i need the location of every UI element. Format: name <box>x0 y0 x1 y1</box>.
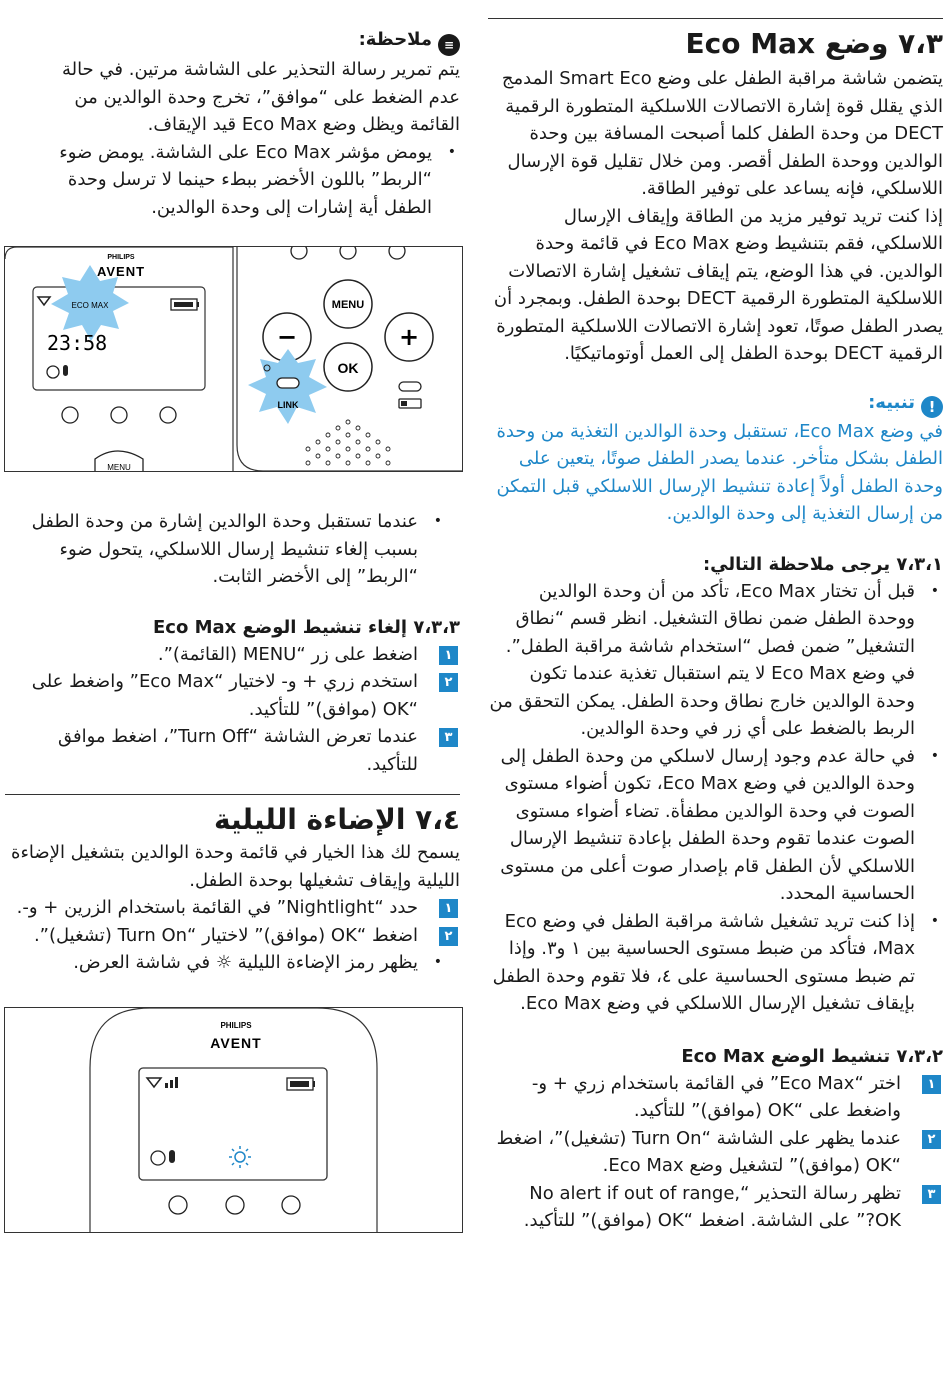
list-item: • يظهر رمز الإضاءة الليلية ☼ في شاشة العرض. <box>73 952 442 973</box>
warning-icon: ! <box>921 396 943 418</box>
brand-label: PHILIPS <box>220 1021 252 1030</box>
deactivate-steps <box>5 641 460 779</box>
step-item: ١ اختر “Eco Max” في القائمة باستخدام زري + و- واضغط على “OK (موافق)” للتأكيد. <box>488 1070 943 1125</box>
notes-list <box>488 578 943 1018</box>
eco-max-indicator: ECO MAX <box>71 301 109 310</box>
step-item: ٢ استخدم زري + و- لاختيار “Eco Max” واضغط على “OK (موافق)” للتأكيد. <box>5 668 460 723</box>
right-column <box>488 0 943 1235</box>
device-button <box>160 407 176 423</box>
svg-text:MENU: MENU <box>331 299 365 311</box>
menu-button-label: MENU <box>107 463 131 471</box>
indicator-light <box>399 382 421 391</box>
warning-heading: !تنبيه: <box>488 388 943 418</box>
activate-steps <box>488 1070 943 1235</box>
subsection-heading-notes: ٧،٣،١ يرجى ملاحظة التالي: <box>702 553 943 575</box>
link-label: LINK <box>277 400 299 410</box>
list-item: • قبل أن تختار Eco Max، تأكد من أن وحدة الوالدين ووحدة الطفل ضمن نطاق التشغيل. انظر قسم “نطاق التشغيل” ضمن فصل “استخدام شاشة مراقبة الطفل”. في وضع Eco Max لا يتم استقبال تغذية عندما تكون وحدة الوالدين خارج نطاق وحدة الطفل. يمكن التحقق من الربط بالضغط على أي زر في وحدة الوالدين. <box>489 580 939 739</box>
note-icon: ≡ <box>438 34 460 56</box>
eco-intro-2: إذا كنت تريد توفير مزيد من الطاقة وإيقاف الإرسال اللاسلكي، فقم بتنشيط وضع Eco Max في قائمة وحدة الوالدين. في هذا الوضع، يتم إيقاف تشغيل إشارة الاتصالات اللاسلكية المتطورة الرقمية DECT بوحدة الطفل. وبمجرد أن يصدر الطفل صوتًا، تعود إشارة الاتصالات اللاسلكية المتطورة الرقمية DECT بوحدة الطفل إلى العمل أوتوماتيكيًا. <box>493 205 943 364</box>
microphone-icon <box>63 365 68 376</box>
note-text: يتم تمرير رسالة التحذير على الشاشة مرتين. في حالة عدم الضغط على “موافق”، تخرج وحدة الوالدين من القائمة ويظل وضع Eco Max قيد الإيقاف. <box>61 59 460 135</box>
list-item: • عندما تستقبل وحدة الوالدين إشارة من وحدة الطفل بسبب إلغاء تنشيط إرسال اللاسلكي، يتحول ضوء “الربط” إلى الأخضر الثابت. <box>31 511 442 587</box>
logo-label: AVENT <box>210 1035 262 1051</box>
step-item: ٢ اضغط “OK (موافق)” لاختيار “Turn On (تشغيل)”. <box>5 922 460 950</box>
link-light <box>277 378 299 388</box>
list-item: • إذا كنت تريد تشغيل شاشة مراقبة الطفل في وضع Eco Max، فتأكد من ضبط مستوى الحساسية بين ١ و٣. وإذا تم ضبط مستوى الحساسية على ٤، فلا تقوم وحدة الطفل بإيقاف تشغيل الإرسال اللاسلكي في وضع Eco Max. <box>492 910 939 1014</box>
note-heading: ≡ملاحظة: <box>30 25 460 56</box>
time-display: 23:58 <box>47 331 108 355</box>
device-button <box>169 1196 187 1214</box>
figure-parent-unit-eco-max <box>4 246 463 472</box>
brand-label: PHILIPS <box>107 254 135 261</box>
microphone-icon <box>169 1150 175 1163</box>
device-button <box>111 407 127 423</box>
parent-unit-illustration <box>5 247 462 471</box>
device-button <box>62 407 78 423</box>
warning-text: في وضع Eco Max، تستقبل وحدة الوالدين التغذية من وحدة الطفل بشكل متأخر. عندما يصدر الطفل صوتًا، يتعين على وحدة الطفل أولاً إعادة تنشيط الإرسال اللاسلكي قبل التمكن من إرسال التغذية إلى وحدة الوالدين. <box>496 420 943 524</box>
left-column-top <box>30 25 460 221</box>
list-item: • في حالة عدم وجود إرسال لاسلكي من وحدة الطفل إلى وحدة الوالدين في وضع Eco Max، تكون أضواء مستوى الصوت في وحدة الوالدين مطفأة. تضاء أضواء مستوى الصوت عندما تقوم وحدة الطفل بإعادة تنشيط الإرسال اللاسلكي لأن الطفل قام بإصدار صوت أعلى من مستوى الحساسية المحدد. <box>500 745 939 904</box>
nightlight-illustration <box>5 1008 462 1232</box>
eco-intro: يتضمن شاشة مراقبة الطفل على وضع Smart Eco المدمج الذي يقلل قوة إشارة الاتصالات اللاسلكية المتطورة الرقمية DECT من وحدة الطفل كلما أصبحت المسافة بين وحدة الوالدين ووحدة الطفل أقصر. ومن خلال تقليل قوة الإرسال اللاسلكي، فإنه يساعد على توفير الطاقة. <box>501 68 943 199</box>
step-item: ٢ عندما يظهر على الشاشة “Turn On (تشغيل)”، اضغط “OK (موافق)” لتشغيل وضع Eco Max. <box>488 1125 943 1180</box>
svg-text:−: − <box>276 323 298 351</box>
subsection-heading-deactivate: ٧،٣،٣ إلغاء تنشيط الوضع Eco Max <box>153 616 460 638</box>
logo-label: AVENT <box>96 264 146 279</box>
step-item: ٣ تظهر رسالة التحذير “No alert if out of range, OK?” على الشاشة. اضغط “OK (موافق)” للتأكيد. <box>488 1180 943 1235</box>
nightlight-intro: يسمح لك هذا الخيار في قائمة وحدة الوالدين بتشغيل الإضاءة الليلية وإيقاف تشغيلها بوحدة الطفل. <box>11 842 460 891</box>
speaker-grille <box>306 420 390 465</box>
step-item: ٣ عندما تعرض الشاشة “Turn Off”، اضغط موافق للتأكيد. <box>5 723 460 778</box>
device-button <box>282 1196 300 1214</box>
step-item: ١ اضغط على زر “MENU (القائمة)”. <box>5 641 460 669</box>
figure-nightlight-display <box>4 1007 463 1233</box>
list-item: • يومض مؤشر Eco Max على الشاشة. يومض ضوء “الربط” باللون الأخضر ببطء حينما لا ترسل وحدة الطفل أية إشارات إلى وحدة الوالدين. <box>59 141 456 218</box>
left-column-bottom <box>5 508 460 977</box>
section-heading-nightlight: ٧،٤ الإضاءة الليلية <box>214 803 460 836</box>
nightlight-steps <box>5 894 460 949</box>
subsection-heading-activate: ٧،٣،٢ تنشيط الوضع Eco Max <box>681 1045 943 1067</box>
svg-text:+: + <box>398 323 420 351</box>
svg-text:OK: OK <box>337 360 359 376</box>
step-item: ١ حدد “Nightlight” في القائمة باستخدام الزرين + و-. <box>5 894 460 922</box>
device-button <box>226 1196 244 1214</box>
section-heading-eco-max: ٧،٣ وضع Eco Max <box>685 27 943 60</box>
